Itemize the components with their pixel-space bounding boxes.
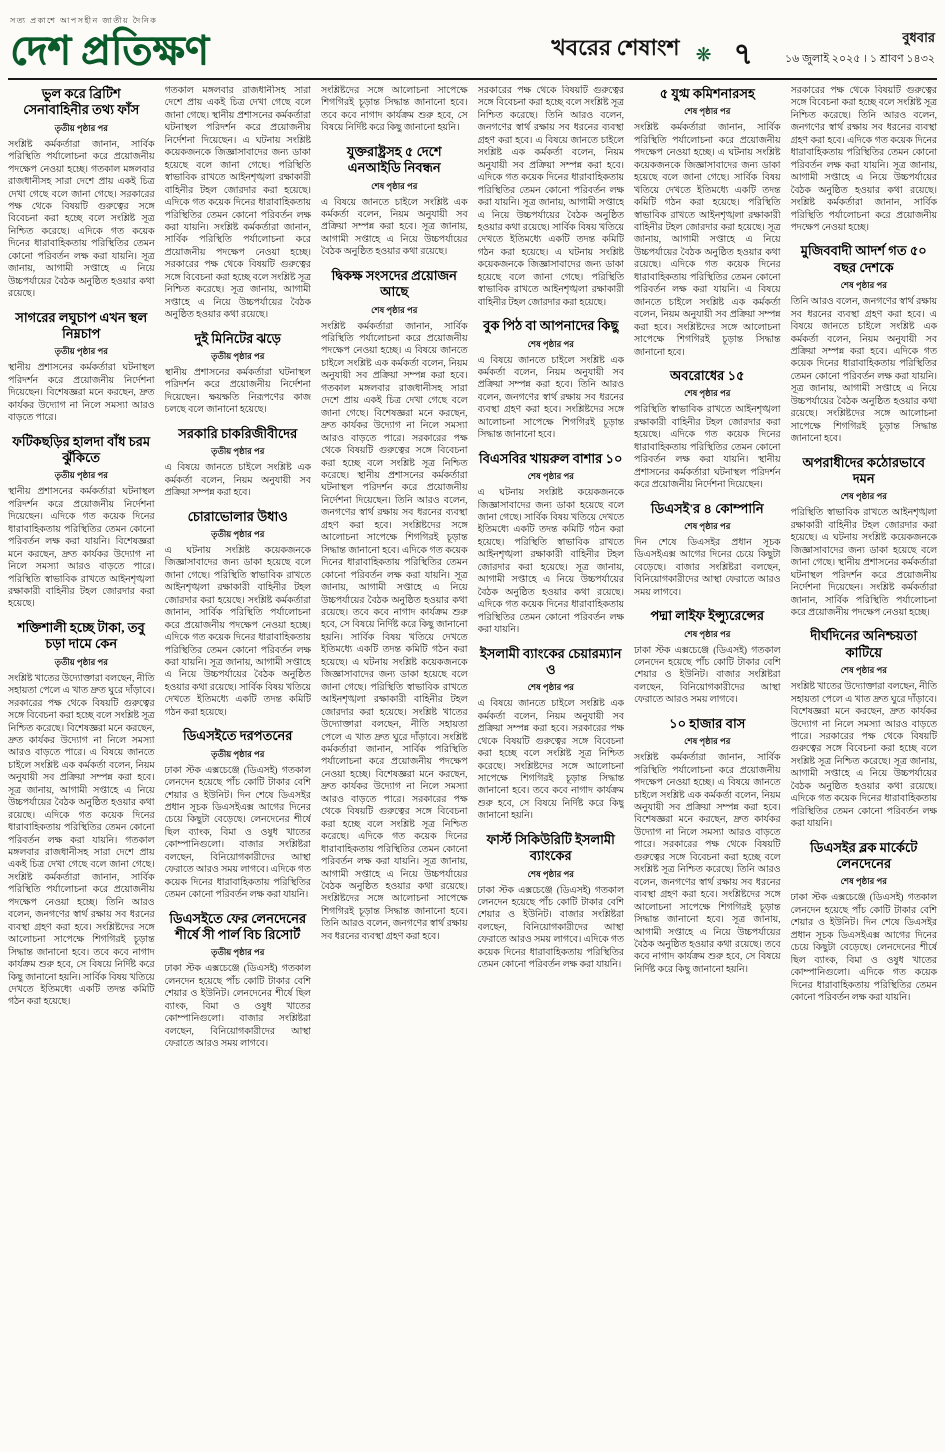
continued-from-label: শেষ পৃষ্ঠার পর	[684, 388, 731, 399]
article-headline: অপরাধীদের কঠোরভাবে দমন	[802, 454, 926, 486]
article-body: ঢাকা স্টক এক্সচেঞ্জে (ডিএসই) গতকাল লেনদেন হয়েছে পাঁচ কোটি টাকার বেশি শেয়ার ও ইউনিট। দিন শেষে ডিএসইর প্রধান সূচক ডিএসইএক্স আগের দিনের চেয়ে কিছুটা বেড়েছে। লেনদেনের শীর্ষে ছিল ব্যাংক, বিমা ও ওষুধ খাতের কোম্পানিগুলো। এদিকে গত কয়েক দিনের ধারাবাহিকতায় পরিস্থিতির তেমন কোনো পরিবর্তন লক্ষ করা যায়নি।	[790, 893, 937, 1004]
continued-from-label: শেষ পৃষ্ঠার পর	[840, 491, 887, 502]
header-right	[551, 29, 935, 72]
column-5	[634, 85, 781, 1440]
column-4	[478, 85, 625, 1440]
article-headline: ৫ যুগ্ম কমিশনারসহ	[659, 86, 755, 101]
article-body: এ বিষয়ে জানতে চাইলে সংশ্লিষ্ট এক কর্মকর্তা বলেন, নিয়ম অনুযায়ী সব প্রক্রিয়া সম্পন্ন করা হবে। সূত্র জানায়, আগামী সপ্তাহে এ নিয়ে উচ্চপর্যায়ের বৈঠক অনুষ্ঠিত হওয়ার কথা রয়েছে।	[321, 197, 468, 258]
article-body: ঢাকা স্টক এক্সচেঞ্জে (ডিএসই) গতকাল লেনদেন হয়েছে পাঁচ কোটি টাকার বেশি শেয়ার ও ইউনিট। লেনদেনের শীর্ষে ছিল ব্যাংক, বিমা ও ওষুধ খাতের কোম্পানিগুলো। বাজার সংশ্লিষ্টরা বলছেন, বিনিয়োগকারীদের আস্থা ফেরাতে আরও সময় লাগবে।	[164, 964, 311, 1050]
continued-from-label: শেষ পৃষ্ঠার পর	[371, 180, 418, 191]
continued-from-label: শেষ পৃষ্ঠার পর	[684, 520, 731, 531]
article-body: সংশ্লিষ্ট খাতের উদ্যোক্তারা বলছেন, নীতি সহায়তা পেলে এ খাত দ্রুত ঘুরে দাঁড়াবে। সরকারের পক্ষ থেকে বিষয়টি গুরুত্বের সঙ্গে বিবেচনা করা হচ্ছে বলে সংশ্লিষ্ট সূত্র নিশ্চিত করেছে। বিশেষজ্ঞরা মনে করছেন, দ্রুত কার্যকর উদ্যোগ না নিলে সমস্যা আরও বাড়তে পারে। এ বিষয়ে জানতে চাইলে সংশ্লিষ্ট এক কর্মকর্তা বলেন, নিয়ম অনুযায়ী সব প্রক্রিয়া সম্পন্ন করা হবে। সূত্র জানায়, আগামী সপ্তাহে এ নিয়ে উচ্চপর্যায়ের বৈঠক অনুষ্ঠিত হওয়ার কথা রয়েছে। এদিকে গত কয়েক দিনের ধারাবাহিকতায় পরিস্থিতির তেমন কোনো পরিবর্তন লক্ষ করা যায়নি। গতকাল মঙ্গলবার রাজধানীসহ সারা দেশে প্রায় একই চিত্র দেখা গেছে বলে জানা গেছে। সংশ্লিষ্ট কর্মকর্তারা জানান, সার্বিক পরিস্থিতি পর্যালোচনা করে প্রয়োজনীয় পদক্ষেপ নেওয়া হচ্ছে। তিনি আরও বলেন, জনগণের স্বার্থ রক্ষায় সব ধরনের ব্যবস্থা গ্রহণ করা হবে। সংশ্লিষ্টদের সঙ্গে আলোচনা সাপেক্ষে শিগগিরই চূড়ান্ত সিদ্ধান্ত জানানো হবে। তবে কবে নাগাদ কার্যক্রম শুরু হবে, সে বিষয়ে নির্দিষ্ট করে কিছু জানানো হয়নি। সার্বিক বিষয় খতিয়ে দেখতে ইতিমধ্যে একটি তদন্ত কমিটি গঠন করা হয়েছে।	[8, 673, 155, 1008]
article-headline: অবরোধের ১৫	[670, 367, 745, 383]
continued-from-label: শেষ পৃষ্ঠার পর	[684, 736, 731, 747]
article-body: সংশ্লিষ্ট খাতের উদ্যোক্তারা বলছেন, নীতি সহায়তা পেলে এ খাত দ্রুত ঘুরে দাঁড়াবে। বিশেষজ্ঞরা মনে করছেন, দ্রুত কার্যকর উদ্যোগ না নিলে সমস্যা আরও বাড়তে পারে। সরকারের পক্ষ থেকে বিষয়টি গুরুত্বের সঙ্গে বিবেচনা করা হচ্ছে বলে সংশ্লিষ্ট সূত্র নিশ্চিত করেছে। সূত্র জানায়, আগামী সপ্তাহে এ নিয়ে উচ্চপর্যায়ের বৈঠক অনুষ্ঠিত হওয়ার কথা রয়েছে। এদিকে গত কয়েক দিনের ধারাবাহিকতায় পরিস্থিতির তেমন কোনো পরিবর্তন লক্ষ করা যায়নি।	[790, 682, 937, 830]
article-body: সংশ্লিষ্ট কর্মকর্তারা জানান, সার্বিক পরিস্থিতি পর্যালোচনা করে প্রয়োজনীয় পদক্ষেপ নেওয়া হচ্ছে। এ বিষয়ে জানতে চাইলে সংশ্লিষ্ট এক কর্মকর্তা বলেন, নিয়ম অনুযায়ী সব প্রক্রিয়া সম্পন্ন করা হবে। গতকাল মঙ্গলবার রাজধানীসহ সারা দেশে প্রায় একই চিত্র দেখা গেছে বলে জানা গেছে। বিশেষজ্ঞরা মনে করছেন, দ্রুত কার্যকর উদ্যোগ না নিলে সমস্যা আরও বাড়তে পারে। সরকারের পক্ষ থেকে বিষয়টি গুরুত্বের সঙ্গে বিবেচনা করা হচ্ছে বলে সংশ্লিষ্ট সূত্র নিশ্চিত করেছে। স্থানীয় প্রশাসনের কর্মকর্তারা ঘটনাস্থল পরিদর্শন করে প্রয়োজনীয় নির্দেশনা দিয়েছেন। তিনি আরও বলেন, জনগণের স্বার্থ রক্ষায় সব ধরনের ব্যবস্থা গ্রহণ করা হবে। সংশ্লিষ্টদের সঙ্গে আলোচনা সাপেক্ষে শিগগিরই চূড়ান্ত সিদ্ধান্ত জানানো হবে। এদিকে গত কয়েক দিনের ধারাবাহিকতায় পরিস্থিতির তেমন কোনো পরিবর্তন লক্ষ করা যায়নি। সূত্র জানায়, আগামী সপ্তাহে এ নিয়ে উচ্চপর্যায়ের বৈঠক অনুষ্ঠিত হওয়ার কথা রয়েছে। তবে কবে নাগাদ কার্যক্রম শুরু হবে, সে বিষয়ে নির্দিষ্ট করে কিছু জানানো হয়নি। সার্বিক বিষয় খতিয়ে দেখতে ইতিমধ্যে একটি তদন্ত কমিটি গঠন করা হয়েছে। এ ঘটনায় সংশ্লিষ্ট কয়েকজনকে জিজ্ঞাসাবাদের জন্য ডাকা হয়েছে বলে জানা গেছে। পরিস্থিতি স্বাভাবিক রাখতে আইনশৃঙ্খলা রক্ষাকারী বাহিনীর টহল জোরদার করা হয়েছে। সংশ্লিষ্ট খাতের উদ্যোক্তারা বলছেন, নীতি সহায়তা পেলে এ খাত দ্রুত ঘুরে দাঁড়াবে। সংশ্লিষ্ট কর্মকর্তারা জানান, সার্বিক পরিস্থিতি পর্যালোচনা করে প্রয়োজনীয় পদক্ষেপ নেওয়া হচ্ছে। বিশেষজ্ঞরা মনে করছেন, দ্রুত কার্যকর উদ্যোগ না নিলে সমস্যা আরও বাড়তে পারে। সরকারের পক্ষ থেকে বিষয়টি গুরুত্বের সঙ্গে বিবেচনা করা হচ্ছে বলে সংশ্লিষ্ট সূত্র নিশ্চিত করেছে। এদিকে গত কয়েক দিনের ধারাবাহিকতায় পরিস্থিতির তেমন কোনো পরিবর্তন লক্ষ করা যায়নি। সূত্র জানায়, আগামী সপ্তাহে এ নিয়ে উচ্চপর্যায়ের বৈঠক অনুষ্ঠিত হওয়ার কথা রয়েছে। সংশ্লিষ্টদের সঙ্গে আলোচনা সাপেক্ষে শিগগিরই চূড়ান্ত সিদ্ধান্ত জানানো হবে। তিনি আরও বলেন, জনগণের স্বার্থ রক্ষায় সব ধরনের ব্যবস্থা গ্রহণ করা হবে।	[321, 321, 468, 942]
article-body: স্থানীয় প্রশাসনের কর্মকর্তারা ঘটনাস্থল পরিদর্শন করে প্রয়োজনীয় নির্দেশনা দিয়েছেন। ক্ষয়ক্ষতি নিরূপণের কাজ চলছে বলে জানানো হয়েছে।	[164, 367, 311, 416]
article-headline: দুই মিনিটের ঝড়ে	[194, 330, 281, 346]
article	[634, 368, 781, 492]
article	[634, 608, 781, 707]
article	[8, 86, 155, 301]
article	[791, 628, 938, 830]
article-body: এ ঘটনায় সংশ্লিষ্ট কয়েকজনকে জিজ্ঞাসাবাদের জন্য ডাকা হয়েছে বলে জানা গেছে। সার্বিক বিষয় খতিয়ে দেখতে ইতিমধ্যে একটি তদন্ত কমিটি গঠন করা হয়েছে। পরিস্থিতি স্বাভাবিক রাখতে আইনশৃঙ্খলা রক্ষাকারী বাহিনীর টহল জোরদার করা হয়েছে। সূত্র জানায়, আগামী সপ্তাহে এ নিয়ে উচ্চপর্যায়ের বৈঠক অনুষ্ঠিত হওয়ার কথা রয়েছে। এদিকে গত কয়েক দিনের ধারাবাহিকতায় পরিস্থিতির তেমন কোনো পরিবর্তন লক্ষ করা যায়নি।	[477, 488, 624, 636]
article	[478, 318, 625, 442]
article-body: ঢাকা স্টক এক্সচেঞ্জে (ডিএসই) গতকাল লেনদেন হয়েছে পাঁচ কোটি টাকার বেশি শেয়ার ও ইউনিট। বাজার সংশ্লিষ্টরা বলছেন, বিনিয়োগকারীদের আস্থা ফেরাতে আরও সময় লাগবে।	[634, 645, 781, 706]
column-6	[791, 85, 938, 1440]
continued-from-label: শেষ পৃষ্ঠার পর	[527, 868, 574, 879]
article-headline: দীর্ঘদিনের অনিশ্চয়তা কাটিয়ে	[810, 628, 918, 660]
article-headline: সরকারি চাকরিজীবীদের	[178, 425, 298, 441]
article-body: সংশ্লিষ্টদের সঙ্গে আলোচনা সাপেক্ষে শিগগিরই চূড়ান্ত সিদ্ধান্ত জানানো হবে। তবে কবে নাগাদ কার্যক্রম শুরু হবে, সে বিষয়ে নির্দিষ্ট করে কিছু জানানো হয়নি।	[321, 86, 468, 134]
article	[478, 646, 625, 823]
article-continuation	[791, 85, 938, 234]
continued-from-label: তৃতীয় পৃষ্ঠার পর	[211, 947, 265, 958]
article	[634, 86, 781, 359]
page-header	[8, 0, 937, 80]
article-headline: ডিএসইতে দরপতনের	[183, 728, 293, 744]
article-headline: বুক পিঠ বা আপনাদের কিছু	[483, 318, 619, 334]
article	[478, 832, 625, 972]
article-headline: মুজিববাদী আদর্শ গত ৫০ বছর দেশকে	[800, 243, 927, 275]
column-1	[8, 85, 155, 1440]
article-body: দিন শেষে ডিএসইর প্রধান সূচক ডিএসইএক্স আগের দিনের চেয়ে কিছুটা বেড়েছে। বাজার সংশ্লিষ্টরা বলছেন, বিনিয়োগকারীদের আস্থা ফেরাতে আরও সময় লাগবে।	[634, 537, 781, 598]
article-body: এ বিষয়ে জানতে চাইলে সংশ্লিষ্ট এক কর্মকর্তা বলেন, নিয়ম অনুযায়ী সব প্রক্রিয়া সম্পন্ন করা হবে। সরকারের পক্ষ থেকে বিষয়টি গুরুত্বের সঙ্গে বিবেচনা করা হচ্ছে বলে সংশ্লিষ্ট সূত্র নিশ্চিত করেছে। সংশ্লিষ্টদের সঙ্গে আলোচনা সাপেক্ষে শিগগিরই চূড়ান্ত সিদ্ধান্ত জানানো হবে। তবে কবে নাগাদ কার্যক্রম শুরু হবে, সে বিষয়ে নির্দিষ্ট করে কিছু জানানো হয়নি।	[477, 699, 624, 822]
continued-from-label: তৃতীয় পৃষ্ঠার পর	[211, 748, 265, 759]
article	[165, 509, 312, 720]
article-continuation	[321, 85, 468, 135]
article	[8, 434, 155, 611]
column-2	[165, 85, 312, 1440]
article-body: সরকারের পক্ষ থেকে বিষয়টি গুরুত্বের সঙ্গে বিবেচনা করা হচ্ছে বলে সংশ্লিষ্ট সূত্র নিশ্চিত করেছে। তিনি আরও বলেন, জনগণের স্বার্থ রক্ষায় সব ধরনের ব্যবস্থা গ্রহণ করা হবে। এ বিষয়ে জানতে চাইলে সংশ্লিষ্ট এক কর্মকর্তা বলেন, নিয়ম অনুযায়ী সব প্রক্রিয়া সম্পন্ন করা হবে। এদিকে গত কয়েক দিনের ধারাবাহিকতায় পরিস্থিতির তেমন কোনো পরিবর্তন লক্ষ করা যায়নি। সূত্র জানায়, আগামী সপ্তাহে এ নিয়ে উচ্চপর্যায়ের বৈঠক অনুষ্ঠিত হওয়ার কথা রয়েছে। সার্বিক বিষয় খতিয়ে দেখতে ইতিমধ্যে একটি তদন্ত কমিটি গঠন করা হয়েছে। এ ঘটনায় সংশ্লিষ্ট কয়েকজনকে জিজ্ঞাসাবাদের জন্য ডাকা হয়েছে বলে জানা গেছে। পরিস্থিতি স্বাভাবিক রাখতে আইনশৃঙ্খলা রক্ষাকারী বাহিনীর টহল জোরদার করা হয়েছে।	[477, 86, 624, 308]
article-headline: বিএসবির খায়রুল বাশার ১০	[479, 450, 623, 466]
article	[791, 243, 938, 445]
article-headline: ১০ হাজার বাস	[669, 715, 746, 731]
article-headline: ভুল করে ব্রিটিশ সেনাবাহিনীর তথ্য ফাঁস	[23, 86, 140, 118]
article-headline: যুক্তরাষ্ট্রসহ ৫ দেশে এনআইডি নিবন্ধন	[346, 143, 442, 176]
article	[321, 144, 468, 259]
continued-from-label: শেষ পৃষ্ঠার পর	[840, 280, 887, 291]
article-body: এ ঘটনায় সংশ্লিষ্ট কয়েকজনকে জিজ্ঞাসাবাদের জন্য ডাকা হয়েছে বলে জানা গেছে। পরিস্থিতি স্বাভাবিক রাখতে আইনশৃঙ্খলা রক্ষাকারী বাহিনীর টহল জোরদার করা হয়েছে। সংশ্লিষ্ট কর্মকর্তারা জানান, সার্বিক পরিস্থিতি পর্যালোচনা করে প্রয়োজনীয় পদক্ষেপ নেওয়া হচ্ছে। এদিকে গত কয়েক দিনের ধারাবাহিকতায় পরিস্থিতির তেমন কোনো পরিবর্তন লক্ষ করা যায়নি। সূত্র জানায়, আগামী সপ্তাহে এ নিয়ে উচ্চপর্যায়ের বৈঠক অনুষ্ঠিত হওয়ার কথা রয়েছে। সার্বিক বিষয় খতিয়ে দেখতে ইতিমধ্যে একটি তদন্ত কমিটি গঠন করা হয়েছে।	[164, 545, 311, 718]
article-headline: শক্তিশালী হচ্ছে টাকা, তবু চড়া দামে কেন	[17, 619, 145, 652]
column-3	[321, 85, 468, 1440]
article-body: স্থানীয় প্রশাসনের কর্মকর্তারা ঘটনাস্থল পরিদর্শন করে প্রয়োজনীয় নির্দেশনা দিয়েছেন। বিশেষজ্ঞরা মনে করছেন, দ্রুত কার্যকর উদ্যোগ না নিলে সমস্যা আরও বাড়তে পারে।	[8, 363, 155, 424]
article-headline: চোরাভোলার উধাও	[187, 508, 288, 524]
article-body: এ বিষয়ে জানতে চাইলে সংশ্লিষ্ট এক কর্মকর্তা বলেন, নিয়ম অনুযায়ী সব প্রক্রিয়া সম্পন্ন করা হবে। তিনি আরও বলেন, জনগণের স্বার্থ রক্ষায় সব ধরনের ব্যবস্থা গ্রহণ করা হবে। সংশ্লিষ্টদের সঙ্গে আলোচনা সাপেক্ষে শিগগিরই চূড়ান্ত সিদ্ধান্ত জানানো হবে।	[477, 355, 624, 441]
weekday-label: বুধবার	[902, 30, 935, 45]
flower-ornament-icon: ❋	[695, 45, 712, 66]
continued-from-label: শেষ পৃষ্ঠার পর	[840, 876, 887, 887]
article	[8, 620, 155, 1009]
article-body: ঢাকা স্টক এক্সচেঞ্জে (ডিএসই) গতকাল লেনদেন হয়েছে পাঁচ কোটি টাকার বেশি শেয়ার ও ইউনিট। দিন শেষে ডিএসইর প্রধান সূচক ডিএসইএক্স আগের দিনের চেয়ে কিছুটা বেড়েছে। লেনদেনের শীর্ষে ছিল ব্যাংক, বিমা ও ওষুধ খাতের কোম্পানিগুলো। বাজার সংশ্লিষ্টরা বলছেন, বিনিয়োগকারীদের আস্থা ফেরাতে আরও সময় লাগবে। এদিকে গত কয়েক দিনের ধারাবাহিকতায় পরিস্থিতির তেমন কোনো পরিবর্তন লক্ষ করা যায়নি।	[164, 765, 311, 901]
masthead-title: দেশ প্রতিক্ষণ	[10, 28, 209, 73]
masthead	[10, 15, 209, 72]
continued-from-label: তৃতীয় পৃষ্ঠার পর	[54, 656, 108, 667]
article-headline: ডিএসইর ব্লক মার্কেটে লেনদেনের	[810, 839, 918, 872]
columns-grid	[8, 80, 937, 1440]
article-headline: দ্বিকক্ষ সংসদের প্রয়োজন আছে	[331, 267, 457, 300]
continued-from-label: তৃতীয় পৃষ্ঠার পর	[54, 470, 108, 481]
article-body: সংশ্লিষ্ট কর্মকর্তারা জানান, সার্বিক পরিস্থিতি পর্যালোচনা করে প্রয়োজনীয় পদক্ষেপ নেওয়া হচ্ছে। এ বিষয়ে জানতে চাইলে সংশ্লিষ্ট এক কর্মকর্তা বলেন, নিয়ম অনুযায়ী সব প্রক্রিয়া সম্পন্ন করা হবে। বিশেষজ্ঞরা মনে করছেন, দ্রুত কার্যকর উদ্যোগ না নিলে সমস্যা আরও বাড়তে পারে। সরকারের পক্ষ থেকে বিষয়টি গুরুত্বের সঙ্গে বিবেচনা করা হচ্ছে বলে সংশ্লিষ্ট সূত্র নিশ্চিত করেছে। তিনি আরও বলেন, জনগণের স্বার্থ রক্ষায় সব ধরনের ব্যবস্থা গ্রহণ করা হবে। সংশ্লিষ্টদের সঙ্গে আলোচনা সাপেক্ষে শিগগিরই চূড়ান্ত সিদ্ধান্ত জানানো হবে। সূত্র জানায়, আগামী সপ্তাহে এ নিয়ে উচ্চপর্যায়ের বৈঠক অনুষ্ঠিত হওয়ার কথা রয়েছে। তবে কবে নাগাদ কার্যক্রম শুরু হবে, সে বিষয়ে নির্দিষ্ট করে কিছু জানানো হয়নি।	[634, 753, 781, 975]
article	[165, 911, 312, 1051]
continued-from-label: তৃতীয় পৃষ্ঠার পর	[211, 350, 265, 361]
article	[165, 728, 312, 901]
continued-from-label: শেষ পৃষ্ঠার পর	[840, 665, 887, 676]
continued-from-label: তৃতীয় পৃষ্ঠার পর	[211, 446, 265, 457]
article-body: পরিস্থিতি স্বাভাবিক রাখতে আইনশৃঙ্খলা রক্ষাকারী বাহিনীর টহল জোরদার করা হয়েছে। এদিকে গত কয়েক দিনের ধারাবাহিকতায় পরিস্থিতির তেমন কোনো পরিবর্তন লক্ষ করা যায়নি। স্থানীয় প্রশাসনের কর্মকর্তারা ঘটনাস্থল পরিদর্শন করে প্রয়োজনীয় নির্দেশনা দিয়েছেন।	[634, 405, 781, 491]
continued-from-label: তৃতীয় পৃষ্ঠার পর	[211, 528, 265, 539]
article-body: সরকারের পক্ষ থেকে বিষয়টি গুরুত্বের সঙ্গে বিবেচনা করা হচ্ছে বলে সংশ্লিষ্ট সূত্র নিশ্চিত করেছে। তিনি আরও বলেন, জনগণের স্বার্থ রক্ষায় সব ধরনের ব্যবস্থা গ্রহণ করা হবে। এদিকে গত কয়েক দিনের ধারাবাহিকতায় পরিস্থিতির তেমন কোনো পরিবর্তন লক্ষ করা যায়নি। সূত্র জানায়, আগামী সপ্তাহে এ নিয়ে উচ্চপর্যায়ের বৈঠক অনুষ্ঠিত হওয়ার কথা রয়েছে। সংশ্লিষ্ট কর্মকর্তারা জানান, সার্বিক পরিস্থিতি পর্যালোচনা করে প্রয়োজনীয় পদক্ষেপ নেওয়া হচ্ছে।	[790, 86, 937, 233]
article-headline: ইসলামী ব্যাংকের চেয়ারম্যান ও	[480, 645, 622, 677]
article	[478, 451, 625, 637]
article	[791, 455, 938, 620]
page-number: ৭	[733, 38, 753, 71]
article	[634, 501, 781, 600]
article-body: সংশ্লিষ্ট কর্মকর্তারা জানান, সার্বিক পরিস্থিতি পর্যালোচনা করে প্রয়োজনীয় পদক্ষেপ নেওয়া হচ্ছে। এ ঘটনায় সংশ্লিষ্ট কয়েকজনকে জিজ্ঞাসাবাদের জন্য ডাকা হয়েছে বলে জানা গেছে। সার্বিক বিষয় খতিয়ে দেখতে ইতিমধ্যে একটি তদন্ত কমিটি গঠন করা হয়েছে। পরিস্থিতি স্বাভাবিক রাখতে আইনশৃঙ্খলা রক্ষাকারী বাহিনীর টহল জোরদার করা হয়েছে। সূত্র জানায়, আগামী সপ্তাহে এ নিয়ে উচ্চপর্যায়ের বৈঠক অনুষ্ঠিত হওয়ার কথা রয়েছে। এদিকে গত কয়েক দিনের ধারাবাহিকতায় পরিস্থিতির তেমন কোনো পরিবর্তন লক্ষ করা যায়নি। এ বিষয়ে জানতে চাইলে সংশ্লিষ্ট এক কর্মকর্তা বলেন, নিয়ম অনুযায়ী সব প্রক্রিয়া সম্পন্ন করা হবে। সংশ্লিষ্টদের সঙ্গে আলোচনা সাপেক্ষে শিগগিরই চূড়ান্ত সিদ্ধান্ত জানানো হবে।	[634, 123, 781, 358]
article-headline: ফটিকছড়ির হালদা বাঁধ চরম ঝুঁকিতে	[12, 433, 151, 466]
article-headline: ডিএসই'র ৪ কোম্পানি	[650, 500, 764, 516]
article	[8, 310, 155, 425]
continued-from-label: শেষ পৃষ্ঠার পর	[684, 628, 731, 639]
article-headline: সাগরের লঘুচাপ এখন স্থল নিম্নচাপ	[15, 309, 148, 342]
continued-from-label: তৃতীয় পৃষ্ঠার পর	[54, 122, 108, 133]
masthead-tagline: সত্য প্রকাশে আপসহীন জাতীয় দৈনিক	[10, 16, 158, 25]
article	[791, 840, 938, 1005]
article-body: স্থানীয় প্রশাসনের কর্মকর্তারা ঘটনাস্থল পরিদর্শন করে প্রয়োজনীয় নির্দেশনা দিয়েছেন। এদিকে গত কয়েক দিনের ধারাবাহিকতায় পরিস্থিতির তেমন কোনো পরিবর্তন লক্ষ করা যায়নি। বিশেষজ্ঞরা মনে করছেন, দ্রুত কার্যকর উদ্যোগ না নিলে সমস্যা আরও বাড়তে পারে। পরিস্থিতি স্বাভাবিক রাখতে আইনশৃঙ্খলা রক্ষাকারী বাহিনীর টহল জোরদার করা হয়েছে।	[8, 487, 155, 610]
article-headline: পদ্মা লাইফ ইন্স্যুরেন্সের	[650, 608, 765, 624]
article-headline: ডিএসইতে ফের লেনদেনের শীর্ষে সী পার্ল বিচ রিসোর্ট	[169, 910, 307, 942]
date-line: ১৬ জুলাই ২০২৫ । ১ শ্রাবণ ১৪৩২	[785, 53, 935, 65]
continued-from-label: শেষ পৃষ্ঠার পর	[527, 338, 574, 349]
article	[634, 716, 781, 977]
continued-from-label: শেষ পৃষ্ঠার পর	[527, 682, 574, 693]
article	[321, 268, 468, 943]
article-body: গতকাল মঙ্গলবার রাজধানীসহ সারা দেশে প্রায় একই চিত্র দেখা গেছে বলে জানা গেছে। স্থানীয় প্রশাসনের কর্মকর্তারা ঘটনাস্থল পরিদর্শন করে প্রয়োজনীয় নির্দেশনা দিয়েছেন। এ ঘটনায় সংশ্লিষ্ট কয়েকজনকে জিজ্ঞাসাবাদের জন্য ডাকা হয়েছে বলে জানা গেছে। পরিস্থিতি স্বাভাবিক রাখতে আইনশৃঙ্খলা রক্ষাকারী বাহিনীর টহল জোরদার করা হয়েছে। এদিকে গত কয়েক দিনের ধারাবাহিকতায় পরিস্থিতির তেমন কোনো পরিবর্তন লক্ষ করা যায়নি। সংশ্লিষ্ট কর্মকর্তারা জানান, সার্বিক পরিস্থিতি পর্যালোচনা করে প্রয়োজনীয় পদক্ষেপ নেওয়া হচ্ছে। সরকারের পক্ষ থেকে বিষয়টি গুরুত্বের সঙ্গে বিবেচনা করা হচ্ছে বলে সংশ্লিষ্ট সূত্র নিশ্চিত করেছে। সূত্র জানায়, আগামী সপ্তাহে এ নিয়ে উচ্চপর্যায়ের বৈঠক অনুষ্ঠিত হওয়ার কথা রয়েছে।	[164, 86, 311, 321]
article-body: পরিস্থিতি স্বাভাবিক রাখতে আইনশৃঙ্খলা রক্ষাকারী বাহিনীর টহল জোরদার করা হয়েছে। এ ঘটনায় সংশ্লিষ্ট কয়েকজনকে জিজ্ঞাসাবাদের জন্য ডাকা হয়েছে বলে জানা গেছে। স্থানীয় প্রশাসনের কর্মকর্তারা ঘটনাস্থল পরিদর্শন করে প্রয়োজনীয় নির্দেশনা দিয়েছেন। সংশ্লিষ্ট কর্মকর্তারা জানান, সার্বিক পরিস্থিতি পর্যালোচনা করে প্রয়োজনীয় পদক্ষেপ নেওয়া হচ্ছে।	[790, 508, 937, 618]
article	[165, 426, 312, 500]
continued-from-label: তৃতীয় পৃষ্ঠার পর	[54, 346, 108, 357]
section-title: খবরের শেষাংশ	[551, 35, 680, 60]
article-headline: ফার্স্ট সিকিউরিটি ইসলামী ব্যাংকের	[486, 831, 615, 864]
article-body: এ বিষয়ে জানতে চাইলে সংশ্লিষ্ট এক কর্মকর্তা বলেন, নিয়ম অনুযায়ী সব প্রক্রিয়া সম্পন্ন করা হবে।	[164, 463, 311, 499]
continued-from-label: শেষ পৃষ্ঠার পর	[527, 471, 574, 482]
article-continuation	[165, 85, 312, 322]
article-body: ঢাকা স্টক এক্সচেঞ্জে (ডিএসই) গতকাল লেনদেন হয়েছে পাঁচ কোটি টাকার বেশি শেয়ার ও ইউনিট। বাজার সংশ্লিষ্টরা বলছেন, বিনিয়োগকারীদের আস্থা ফেরাতে আরও সময় লাগবে। এদিকে গত কয়েক দিনের ধারাবাহিকতায় পরিস্থিতির তেমন কোনো পরিবর্তন লক্ষ করা যায়নি।	[477, 885, 624, 971]
date-block	[775, 29, 935, 72]
article-continuation	[478, 85, 625, 309]
continued-from-label: শেষ পৃষ্ঠার পর	[684, 106, 731, 117]
article-body: তিনি আরও বলেন, জনগণের স্বার্থ রক্ষায় সব ধরনের ব্যবস্থা গ্রহণ করা হবে। এ বিষয়ে জানতে চাইলে সংশ্লিষ্ট এক কর্মকর্তা বলেন, নিয়ম অনুযায়ী সব প্রক্রিয়া সম্পন্ন করা হবে। এদিকে গত কয়েক দিনের ধারাবাহিকতায় পরিস্থিতির তেমন কোনো পরিবর্তন লক্ষ করা যায়নি। সূত্র জানায়, আগামী সপ্তাহে এ নিয়ে উচ্চপর্যায়ের বৈঠক অনুষ্ঠিত হওয়ার কথা রয়েছে। সংশ্লিষ্টদের সঙ্গে আলোচনা সাপেক্ষে শিগগিরই চূড়ান্ত সিদ্ধান্ত জানানো হবে।	[790, 297, 937, 445]
article	[165, 331, 312, 417]
continued-from-label: শেষ পৃষ্ঠার পর	[371, 304, 418, 315]
article-body: সংশ্লিষ্ট কর্মকর্তারা জানান, সার্বিক পরিস্থিতি পর্যালোচনা করে প্রয়োজনীয় পদক্ষেপ নেওয়া হচ্ছে। গতকাল মঙ্গলবার রাজধানীসহ সারা দেশে প্রায় একই চিত্র দেখা গেছে বলে জানা গেছে। সরকারের পক্ষ থেকে বিষয়টি গুরুত্বের সঙ্গে বিবেচনা করা হচ্ছে বলে সংশ্লিষ্ট সূত্র নিশ্চিত করেছে। এদিকে গত কয়েক দিনের ধারাবাহিকতায় পরিস্থিতির তেমন কোনো পরিবর্তন লক্ষ করা যায়নি। সূত্র জানায়, আগামী সপ্তাহে এ নিয়ে উচ্চপর্যায়ের বৈঠক অনুষ্ঠিত হওয়ার কথা রয়েছে।	[8, 139, 155, 300]
